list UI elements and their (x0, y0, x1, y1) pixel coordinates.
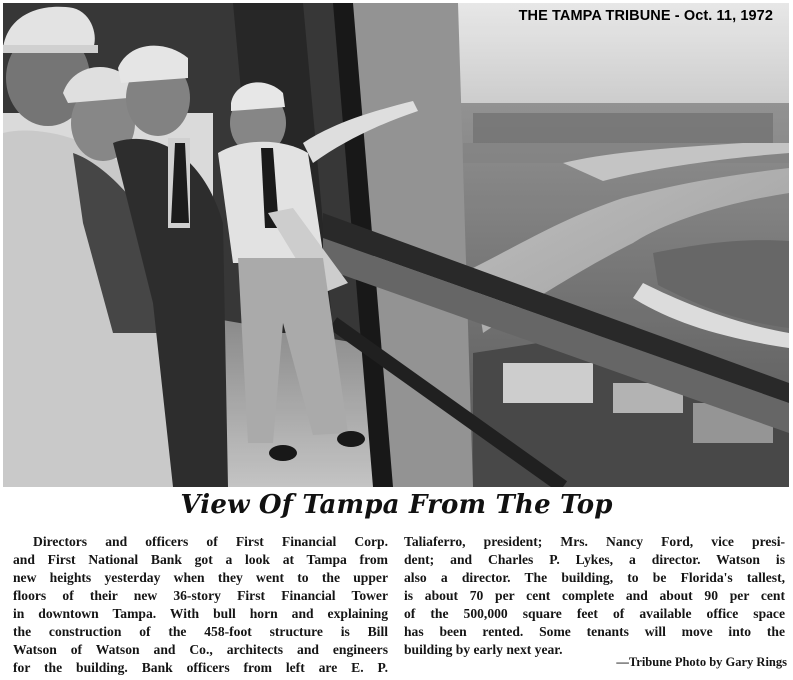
article-column-right (404, 533, 785, 659)
text-line: of the 500,000 square feet of available office space (404, 606, 785, 621)
text-line: building by early next year. (404, 642, 563, 657)
text-line: also a director. The building, to be Florida's tallest, (404, 570, 785, 585)
text-line: the construction of the 458-foot structure is Bill (13, 624, 388, 639)
article-headline: View Of Tampa From The Top (180, 490, 613, 520)
text-line: is about 70 per cent complete and about 90 per cent (404, 588, 785, 603)
text-line: and First National Bank got a look at Tampa from (13, 552, 388, 567)
text-line: dent; and Charles P. Lykes, a director. Watson is (404, 552, 785, 567)
text-line: has been rented. Some tenants will move into the (404, 624, 785, 639)
news-photo (3, 3, 789, 487)
newspaper-masthead: THE TAMPA TRIBUNE - Oct. 11, 1972 (518, 8, 773, 24)
text-line: Directors and officers of First Financial Corp. (33, 534, 388, 549)
text-line: for the building. Bank officers from left are E. P. (13, 660, 388, 675)
text-line: Watson of Watson and Co., architects and engineers (13, 642, 388, 657)
photo-credit: —Tribune Photo by Gary Rings (616, 655, 787, 669)
text-line: new heights yesterday when they went to the upper (13, 570, 388, 585)
text-line: in downtown Tampa. With bull horn and explaining (13, 606, 388, 621)
article-column-left (13, 533, 388, 677)
text-line: floors of their new 36-story First Financial Tower (13, 588, 388, 603)
text-line: Taliaferro, president; Mrs. Nancy Ford, vice presi- (404, 534, 785, 549)
